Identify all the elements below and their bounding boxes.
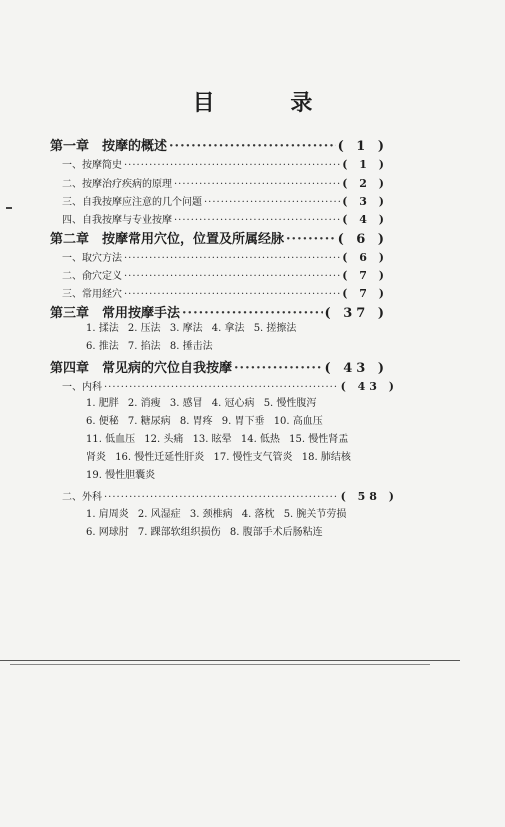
page-number: ( 1 ) [337,139,388,154]
page-number: ( 43 ) [340,380,398,393]
list-item: 3. 摩法 [169,323,203,334]
leader-dots [286,232,336,247]
list-item: 5. 搓擦法 [253,323,297,334]
list-item: 4. 落枕 [241,509,275,520]
list-item: 7. 踝部软组织损伤 [137,527,221,538]
page-number: ( 6 ) [337,232,388,247]
neike-items-line-1 [86,396,406,411]
ch3-items-line-2 [86,339,406,354]
neike-items-line-5 [86,468,406,483]
toc-chapter-3[interactable] [50,302,388,321]
leader-dots [174,215,340,226]
chapter-label: 第三章 常用按摩手法 [50,306,181,321]
list-item: 8. 胃疼 [179,416,213,427]
list-item: 7. 糖尿病 [127,416,171,427]
list-item: 1. 肥胖 [86,398,119,409]
list-item: 16. 慢性迁延性肝炎 [115,452,205,463]
list-item: 2. 压法 [127,323,161,334]
toc-section-2-2[interactable] [62,267,388,282]
chapter-label: 第四章 常见病的穴位自我按摩 [50,361,233,376]
neike-items-line-3 [86,432,406,447]
list-item: 3. 感冒 [169,398,203,409]
section-label: 一、按摩简史 [62,160,122,171]
toc-chapter-1[interactable] [50,135,388,154]
list-item: 17. 慢性支气管炎 [213,452,293,463]
list-item: 10. 高血压 [273,416,323,427]
list-item: 9. 胃下垂 [221,416,265,427]
list-item: 2. 消瘦 [127,398,161,409]
toc-chapter-2[interactable] [50,228,388,247]
leader-dots [124,289,340,300]
toc-section-4-2[interactable] [62,488,398,503]
divider-line [0,660,460,661]
list-item: 5. 慢性腹泻 [263,398,317,409]
page-number: ( 4 ) [342,213,388,226]
list-item: 19. 慢性胆囊炎 [86,470,156,481]
neike-items-line-4 [86,450,406,465]
leader-dots [124,271,340,282]
page-number: ( 2 ) [342,177,388,190]
list-item: 18. 肺结核 [301,452,351,463]
toc-chapter-4[interactable] [50,357,388,376]
list-item: 13. 眩晕 [192,434,232,445]
page-number: ( 3 ) [342,195,388,208]
toc-section-1-2[interactable] [62,175,388,190]
list-item: 4. 拿法 [211,323,245,334]
page-number: ( 7 ) [342,269,388,282]
list-item: 2. 风湿症 [137,509,181,520]
ch3-items-line-1 [86,321,406,336]
list-item: 4. 冠心病 [211,398,255,409]
leader-dots [104,382,339,393]
divider-line [10,664,430,665]
leader-dots [169,139,336,154]
neike-items-line-2 [86,414,406,429]
list-item: 3. 颈椎病 [189,509,233,520]
page-title: 目 录 [192,90,347,116]
toc-section-2-1[interactable] [62,249,388,264]
list-item: 6. 推法 [86,341,119,352]
margin-mark [6,207,12,209]
waike-items-line-2 [86,525,406,540]
section-label: 四、自我按摩与专业按摩 [62,215,172,226]
page-number: ( 6 ) [342,251,388,264]
section-label: 二、俞穴定义 [62,271,122,282]
leader-dots [182,306,323,321]
list-item: 8. 捶击法 [169,341,213,352]
page-number: ( 58 ) [340,490,398,503]
toc-section-1-4[interactable] [62,211,388,226]
chapter-label: 第二章 按摩常用穴位，位置及所属经脉 [50,232,285,247]
list-item: 6. 便秘 [86,416,119,427]
leader-dots [104,492,339,503]
leader-dots [174,179,340,190]
section-label: 三、常用経穴 [62,289,122,300]
page-number: ( 43 ) [324,361,388,376]
section-label: 一、取穴方法 [62,253,122,264]
toc-section-2-3[interactable] [62,285,388,300]
toc-section-1-1[interactable] [62,156,388,171]
chapter-label: 第一章 按摩的概述 [50,139,168,154]
list-item: 7. 掐法 [127,341,161,352]
list-item: 肾炎 [86,452,106,463]
waike-items-line-1 [86,507,406,522]
leader-dots [234,361,323,376]
section-label: 三、自我按摩应注意的几个问题 [62,197,202,208]
toc-section-4-1[interactable] [62,378,398,393]
toc-section-1-3[interactable] [62,193,388,208]
list-item: 1. 肩周炎 [86,509,129,520]
leader-dots [124,253,340,264]
section-label: 二、按摩治疗疾病的原理 [62,179,172,190]
list-item: 12. 头痛 [144,434,184,445]
list-item: 8. 腹部手术后肠粘连 [229,527,323,538]
list-item: 14. 低热 [240,434,280,445]
leader-dots [204,197,340,208]
list-item: 11. 低血压 [86,434,136,445]
leader-dots [124,160,340,171]
list-item: 6. 网球肘 [86,527,129,538]
list-item: 5. 腕关节劳损 [283,509,347,520]
section-label: 二、外科 [62,492,102,503]
section-label: 一、内科 [62,382,102,393]
page-number: ( 1 ) [342,158,388,171]
list-item: 15. 慢性肾盂 [289,434,349,445]
page-number: ( 37 ) [324,306,388,321]
list-item: 1. 揉法 [86,323,119,334]
page-number: ( 7 ) [342,287,388,300]
